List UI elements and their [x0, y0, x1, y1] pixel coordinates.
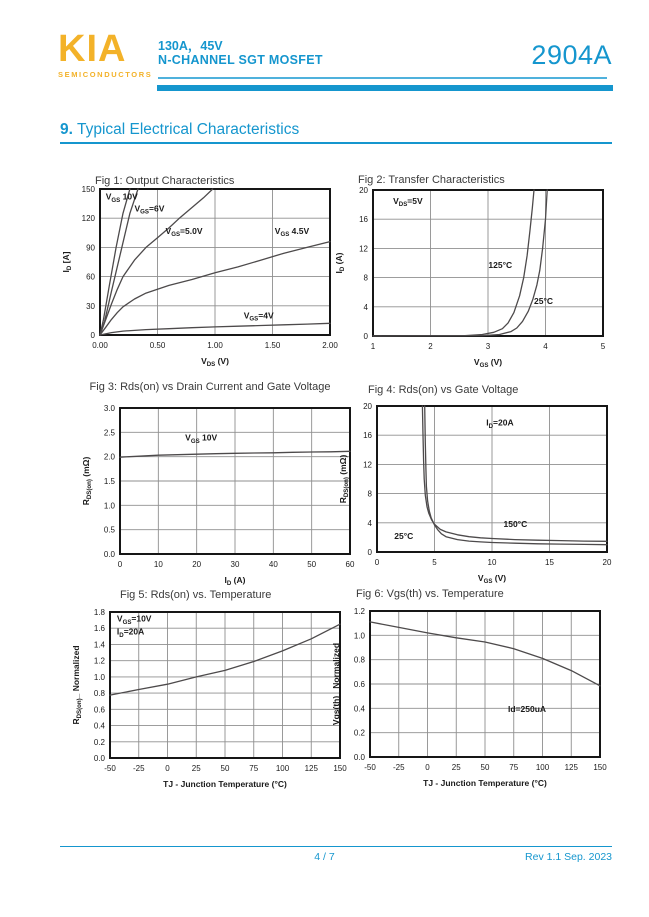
svg-text:125: 125: [564, 763, 578, 772]
svg-text:100: 100: [535, 763, 550, 772]
header-rule-thick: [157, 85, 613, 91]
svg-text:150°C: 150°C: [503, 519, 528, 530]
svg-text:150: 150: [593, 763, 607, 772]
svg-text:1.5: 1.5: [103, 477, 115, 486]
part-number: 2904A: [531, 40, 612, 70]
svg-text:50: 50: [480, 763, 490, 772]
svg-text:-50: -50: [364, 763, 376, 772]
svg-text:VDS (V): $V_{DS}$ (V): [201, 356, 229, 369]
svg-text:ID=20A: $I_D=20A$: [116, 626, 145, 639]
svg-text:VGS (V): $V_{GS}$ (V): [477, 573, 507, 586]
svg-text:0: 0: [165, 764, 170, 773]
svg-text:RDS(on) (mΩ): $R_{DS(on)}$ (mΩ): [81, 456, 94, 506]
section-title: [60, 121, 299, 139]
svg-text:1.50: 1.50: [264, 341, 281, 350]
svg-text:5: 5: [432, 558, 437, 567]
company-logo: KIA: [58, 28, 127, 70]
svg-text:2.5: 2.5: [103, 428, 115, 438]
svg-text:1.4: 1.4: [93, 640, 105, 650]
svg-text:VGS=5.0V: $V_{GS}=5.0V$: [165, 225, 203, 238]
svg-text:TJ - Junction Temperature (°C): TJ - Junction Temperature (°C): [163, 779, 287, 789]
svg-text:0.0: 0.0: [93, 754, 105, 763]
svg-text:50: 50: [307, 560, 317, 569]
svg-text:2: 2: [428, 342, 433, 351]
svg-text:150: 150: [81, 185, 95, 194]
svg-text:-25: -25: [132, 764, 145, 773]
svg-text:2.00: 2.00: [322, 341, 338, 350]
revision-label: Rev 1.1 Sep. 2023: [525, 851, 612, 863]
svg-text:0.00: 0.00: [92, 341, 108, 350]
svg-text:0.2: 0.2: [93, 737, 105, 747]
page-number: 4 / 7: [314, 851, 335, 863]
svg-text:50: 50: [220, 764, 230, 773]
fig4-rdson-vs-gate-voltage-chart: [335, 400, 615, 600]
svg-text:0.4: 0.4: [93, 721, 105, 731]
svg-text:16: 16: [359, 215, 368, 225]
fig6-vgsth-vs-temperature-chart: [328, 605, 608, 805]
svg-text:VDS=5V: $V_{DS}=5V$: [393, 195, 423, 209]
company-logo-subtitle: SEMICONDUCTORS: [58, 70, 153, 79]
svg-text:0.8: 0.8: [93, 689, 105, 699]
svg-text:12: 12: [359, 244, 368, 254]
svg-text:0.8: 0.8: [353, 655, 365, 665]
svg-text:0.6: 0.6: [93, 705, 105, 715]
svg-text:0.0: 0.0: [353, 753, 365, 762]
footer-rule: [60, 846, 612, 847]
fig5-rdson-vs-temperature-chart: [68, 606, 348, 806]
svg-text:VGS 10V: $V_{GS}$ 10V: [185, 432, 218, 445]
svg-text:2.0: 2.0: [103, 452, 115, 462]
svg-text:-25: -25: [392, 763, 405, 772]
svg-text:4: 4: [367, 518, 372, 528]
section-title-text: Typical Electrical Characteristics: [72, 121, 300, 138]
svg-text:60: 60: [345, 560, 355, 569]
svg-text:RDS(on) (mΩ): $R_{DS(on)}$ (mΩ): [338, 454, 351, 504]
svg-text:0: 0: [367, 548, 372, 557]
fig2-transfer-characteristics-chart: [331, 184, 611, 384]
svg-text:20: 20: [359, 186, 368, 195]
svg-text:25°C: 25°C: [394, 530, 414, 541]
section-number: 9.: [60, 121, 73, 138]
svg-text:ID (A): $I_D$ (A): [334, 252, 347, 274]
svg-text:VGS (V): $V_{GS}$ (V): [473, 357, 503, 370]
svg-text:0: 0: [363, 332, 368, 341]
svg-text:TJ - Junction Temperature (°C): TJ - Junction Temperature (°C): [423, 778, 547, 788]
svg-text:20: 20: [602, 558, 612, 567]
svg-text:0: 0: [374, 558, 380, 567]
svg-text:1.0: 1.0: [103, 501, 115, 511]
svg-text:12: 12: [363, 460, 372, 470]
svg-text:1.2: 1.2: [93, 656, 105, 666]
svg-text:3: 3: [485, 342, 491, 351]
svg-text:20: 20: [192, 560, 202, 569]
svg-text:0.6: 0.6: [353, 680, 365, 689]
fig5-title: Fig 5: Rds(on) vs. Temperature: [120, 589, 272, 601]
svg-text:-50: -50: [104, 764, 116, 773]
fig3-rdson-vs-drain-current-chart: [78, 402, 358, 602]
svg-text:ID (A): $I_D$ (A): [224, 575, 246, 588]
svg-text:0.0: 0.0: [103, 550, 115, 559]
fig3-title: Fig 3: Rds(on) vs Drain Current and Gate Voltage: [89, 381, 331, 393]
svg-text:1.8: 1.8: [93, 608, 105, 617]
svg-text:75: 75: [509, 763, 519, 772]
svg-text:90: 90: [86, 243, 95, 253]
svg-text:1.0: 1.0: [353, 631, 365, 641]
svg-text:25: 25: [451, 763, 461, 772]
svg-text:60: 60: [86, 272, 95, 282]
svg-text:VGS 10V: $V_{GS}$ 10V: [105, 191, 138, 204]
svg-text:1: 1: [370, 342, 376, 351]
product-type: N-CHANNEL SGT MOSFET: [158, 53, 323, 67]
svg-text:8: 8: [363, 273, 368, 283]
svg-text:ID [A]: $I_D$ [A]: [61, 251, 74, 273]
svg-text:120: 120: [81, 214, 95, 224]
svg-text:5: 5: [600, 342, 606, 351]
header-rule-thin: [158, 77, 607, 79]
fig2-title: Fig 2: Transfer Characteristics: [358, 174, 505, 186]
svg-text:0.50: 0.50: [149, 341, 166, 350]
svg-text:100: 100: [275, 764, 290, 773]
svg-text:0: 0: [117, 560, 123, 569]
svg-text:30: 30: [230, 560, 240, 569]
svg-text:VGS=10V: $V_{GS}=10V$: [116, 613, 152, 626]
svg-text:1.6: 1.6: [93, 624, 105, 634]
svg-text:VGS=4V: $V_{GS}=4V$: [243, 310, 274, 323]
svg-text:Vgs(th)_ Normalized: Vgs(th)_ Normalized: [331, 642, 341, 726]
svg-text:125°C: 125°C: [488, 260, 513, 271]
svg-text:30: 30: [86, 301, 95, 311]
svg-text:Id=250uA: Id=250uA: [508, 703, 547, 714]
svg-text:0: 0: [90, 331, 95, 340]
svg-text:25: 25: [191, 764, 201, 773]
fig4-title: Fig 4: Rds(on) vs Gate Voltage: [368, 384, 519, 396]
product-rating: 130A，45V: [158, 39, 223, 53]
svg-text:3.0: 3.0: [103, 404, 115, 413]
svg-text:10: 10: [487, 558, 497, 567]
svg-text:VGS=6V: $V_{GS}=6V$: [134, 203, 165, 216]
svg-text:0.5: 0.5: [103, 525, 115, 535]
svg-text:ID=20A: $I_D=20A$: [486, 417, 514, 430]
svg-text:RDS(on)_ Normalized: $R_{DS(on)}\_$ Normalized: [71, 645, 84, 725]
svg-text:1.2: 1.2: [353, 607, 365, 616]
svg-text:1.00: 1.00: [207, 341, 223, 350]
svg-text:40: 40: [268, 560, 278, 569]
fig6-title: Fig 6: Vgs(th) vs. Temperature: [356, 588, 504, 600]
svg-text:4: 4: [363, 302, 368, 312]
svg-text:20: 20: [363, 402, 372, 411]
svg-text:8: 8: [367, 489, 372, 499]
svg-text:15: 15: [545, 558, 554, 567]
svg-text:1.0: 1.0: [93, 672, 105, 682]
svg-text:16: 16: [363, 431, 372, 441]
svg-text:10: 10: [153, 560, 163, 569]
svg-text:VGS 4.5V: $V_{GS}$ 4.5V: [274, 225, 310, 238]
section-underline: [60, 142, 612, 144]
svg-text:4: 4: [543, 342, 548, 351]
svg-text:125: 125: [304, 764, 318, 773]
svg-text:25°C: 25°C: [534, 295, 553, 306]
svg-text:0: 0: [425, 763, 430, 772]
fig1-output-characteristics-chart: [58, 183, 338, 383]
svg-text:0.2: 0.2: [353, 728, 365, 738]
svg-text:150: 150: [333, 764, 347, 773]
fig1-title: Fig 1: Output Characteristics: [95, 175, 235, 187]
svg-text:75: 75: [249, 764, 259, 773]
svg-text:0.4: 0.4: [353, 704, 365, 714]
